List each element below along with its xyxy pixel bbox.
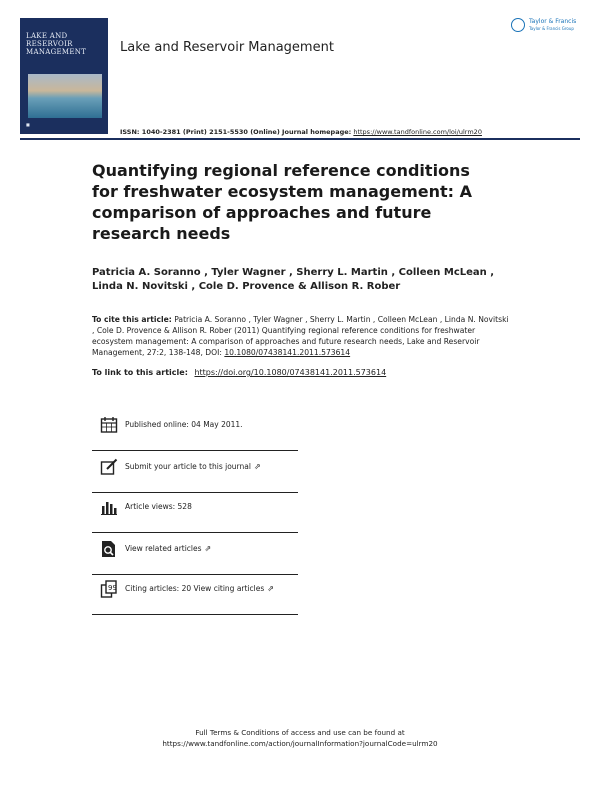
row-divider [92, 450, 298, 451]
footer-terms [0, 727, 600, 749]
cover-publisher-mark: ■ [26, 122, 30, 127]
cover-title-line1: LAKE AND RESERVOIR [26, 32, 73, 48]
citing-articles-text[interactable]: Citing articles: 20 View citing articles [125, 584, 265, 593]
cover-photo [28, 74, 102, 118]
external-link-icon: ⇗ [253, 462, 261, 471]
footer-terms-link[interactable]: https://www.tandfonline.com/action/journalInformation?journalCode=ulrm20 [162, 739, 438, 748]
submit-article-label[interactable] [125, 462, 261, 471]
citing-articles-row[interactable] [92, 580, 298, 620]
row-divider [92, 574, 298, 575]
edit-icon [100, 458, 118, 476]
citation-block [92, 314, 512, 358]
row-divider [92, 614, 298, 615]
svg-text:99: 99 [108, 584, 117, 592]
article-title: Quantifying regional reference conditions for freshwater ecosystem management: A comparison of approaches and future research needs [92, 161, 472, 243]
bar-chart-icon [100, 498, 118, 516]
journal-name[interactable]: Lake and Reservoir Management [120, 40, 334, 55]
article-views-row [92, 498, 298, 538]
cover-journal-title [26, 32, 104, 56]
related-articles-text[interactable]: View related articles [125, 544, 202, 553]
related-articles-label[interactable] [125, 544, 211, 553]
publisher-logo-name: Taylor & Francis [529, 18, 577, 25]
published-online-row [92, 416, 298, 456]
submit-article-row[interactable] [92, 458, 298, 498]
link-label: To link to this article: [92, 368, 188, 377]
journal-homepage-link[interactable]: https://www.tandfonline.com/loi/ulrm20 [353, 128, 482, 136]
article-authors: Patricia A. Soranno , Tyler Wagner , Sherry L. Martin , Colleen McLean , Linda N. Novitski , Cole D. Provence & Allison R. Rober [92, 267, 495, 292]
row-divider [92, 492, 298, 493]
issn-line [120, 128, 482, 136]
article-views-label: Article views: 528 [125, 502, 192, 511]
citation-label: To cite this article: [92, 315, 172, 324]
publisher-logo-group: Taylor & Francis Group [529, 26, 574, 31]
journal-cover-thumbnail [20, 18, 108, 134]
citing-articles-label[interactable] [125, 584, 274, 593]
external-link-icon: ⇗ [204, 544, 212, 553]
published-online-label: Published online: 04 May 2011. [125, 420, 243, 429]
citing-articles-icon [100, 580, 118, 598]
row-divider [92, 532, 298, 533]
footer-line1: Full Terms & Conditions of access and use can be found at [195, 728, 405, 737]
article-link-line [92, 368, 386, 377]
article-doi-link[interactable]: https://doi.org/10.1080/07438141.2011.573614 [194, 368, 387, 377]
citation-doi-link[interactable]: 10.1080/07438141.2011.573614 [224, 348, 351, 357]
search-document-icon [100, 540, 118, 558]
publisher-logo[interactable] [511, 16, 581, 38]
publisher-logo-icon [511, 18, 525, 32]
calendar-icon [100, 416, 118, 434]
external-link-icon: ⇗ [267, 584, 274, 593]
submit-article-text[interactable]: Submit your article to this journal [125, 462, 251, 471]
related-articles-row[interactable] [92, 540, 298, 580]
citation-text: Patricia A. Soranno , Tyler Wagner , Sherry L. Martin , Colleen McLean , Linda N. Novitski , Cole D. Provence & Allison R. Rober (2011) Quantifying regional reference conditions for freshwater ecosystem management: A comparison of approaches and future research needs, Lake and Reservoir Management, 27:2, 138-148, DOI: [92, 315, 509, 357]
header-divider [20, 138, 580, 140]
issn-text: ISSN: 1040-2381 (Print) 2151-5530 (Online) Journal homepage: [120, 128, 352, 136]
cover-title-line2: MANAGEMENT [26, 48, 87, 56]
